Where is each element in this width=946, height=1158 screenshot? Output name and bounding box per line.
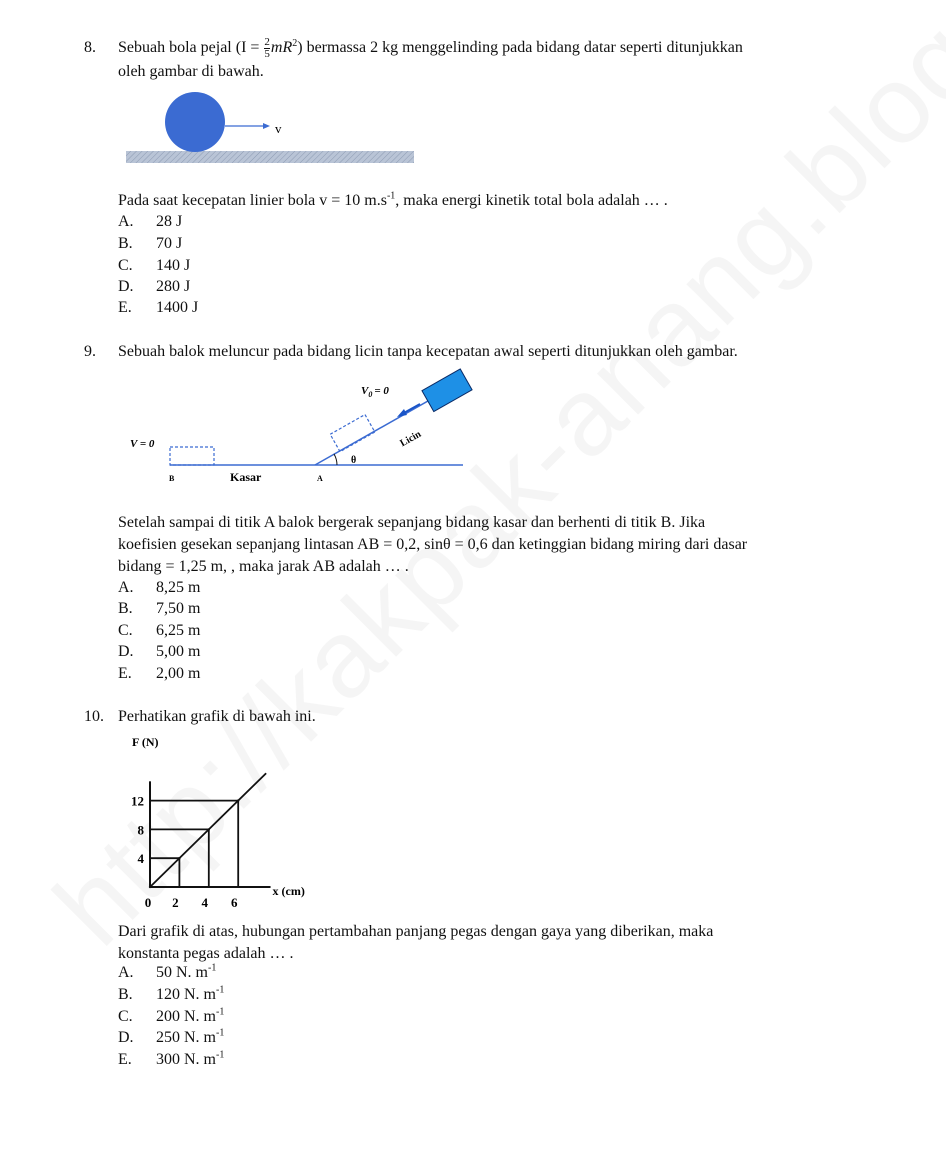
q8-text: [118, 37, 743, 60]
q8-option-letter: B.: [118, 235, 133, 252]
q9-licin-label: Licin: [398, 428, 424, 450]
q8-formula-exp: 2: [292, 37, 298, 49]
q8-fraction: [264, 37, 270, 60]
q10-option-unit: 120 N. m: [156, 986, 216, 1003]
q10-option-value[interactable]: [156, 1027, 224, 1048]
q9-option-letter: D.: [118, 643, 134, 660]
x-tick-label: 4: [201, 895, 209, 910]
q10-option-value[interactable]: [156, 962, 216, 983]
x-tick-label: 2: [172, 895, 179, 910]
q8-option-value[interactable]: 70 J: [156, 235, 183, 252]
data-point: [208, 828, 210, 830]
y-tick-label: 8: [137, 822, 144, 838]
q9-figure: [115, 368, 475, 490]
q8-figure: [120, 88, 420, 168]
q10-option-value[interactable]: [156, 1006, 224, 1027]
q10-number: 10.: [84, 708, 104, 725]
q9-option-value[interactable]: 8,25 m: [156, 579, 201, 596]
q9-option-letter: C.: [118, 622, 133, 639]
q9-option-letter: E.: [118, 665, 132, 682]
q10-option-exp: -1: [216, 1049, 225, 1061]
data-point: [178, 857, 180, 859]
q9-option-letter: A.: [118, 579, 134, 596]
q8-arrowhead: [263, 123, 270, 129]
q9-number: 9.: [84, 343, 96, 360]
q10-option-letter: B.: [118, 986, 133, 1003]
q10-chart: [110, 730, 400, 920]
q9-v0-label: $V_0 = 0$: [361, 385, 389, 399]
q10-option-unit: 300 N. m: [156, 1051, 216, 1068]
q10-option-exp: -1: [216, 984, 225, 996]
x-tick-label: 0: [144, 895, 152, 910]
q8-option-value[interactable]: 280 J: [156, 278, 191, 295]
q8-question-pre: Pada saat kecepatan linier bola v = 10 m.s: [118, 192, 387, 209]
q9-option-value[interactable]: 6,25 m: [156, 622, 201, 639]
y-tick-label: 4: [137, 851, 144, 867]
q8-number: 8.: [84, 39, 96, 56]
q10-option-value[interactable]: [156, 984, 224, 1005]
q9-theta-label: θ: [351, 455, 357, 466]
q10-para2: konstanta pegas adalah … .: [118, 945, 294, 962]
q8-line2: oleh gambar di bawah.: [118, 63, 264, 80]
q8-option-letter: C.: [118, 257, 133, 274]
q9-v-label: V = 0: [130, 438, 155, 450]
q8-frac-den: 5: [264, 48, 270, 60]
q8-question: [118, 190, 668, 211]
q8-option-letter: A.: [118, 213, 134, 230]
q10-option-letter: A.: [118, 964, 134, 981]
q10-option-unit: 250 N. m: [156, 1029, 216, 1046]
q9-text: Sebuah balok meluncur pada bidang licin tanpa kecepatan awal seperti ditunjukkan oleh gambar.: [118, 343, 738, 360]
q8-question-post: , maka energi kinetik total bola adalah … .: [395, 192, 668, 209]
q8-option-value[interactable]: 28 J: [156, 213, 183, 230]
q10-option-letter: E.: [118, 1051, 132, 1068]
q10-para1: Dari grafik di atas, hubungan pertambahan panjang pegas dengan gaya yang diberikan, maka: [118, 923, 714, 940]
x-axis-label: x (cm): [272, 884, 305, 898]
q9-a-label: A: [317, 474, 323, 483]
q9-direction-arrowhead: [397, 409, 407, 417]
q9-para3: bidang = 1,25 m, , maka jarak AB adalah … .: [118, 558, 409, 575]
q9-block-top: [422, 369, 472, 412]
q9-block-incline-dashed: [330, 415, 375, 452]
q10-option-letter: D.: [118, 1029, 134, 1046]
q8-question-exp: -1: [386, 190, 396, 202]
q10-option-value[interactable]: [156, 1049, 224, 1070]
q9-option-letter: B.: [118, 600, 133, 617]
q9-option-value[interactable]: 2,00 m: [156, 665, 201, 682]
q9-option-value[interactable]: 5,00 m: [156, 643, 201, 660]
q9-option-value[interactable]: 7,50 m: [156, 600, 201, 617]
q9-para2: koefisien gesekan sepanjang lintasan AB = 0,2, sinθ = 0,6 dan ketinggian bidang miring dari dasar: [118, 536, 748, 553]
q10-option-letter: C.: [118, 1008, 133, 1025]
q8-text-after: ) bermassa 2 kg menggelinding pada bidang datar seperti ditunjukkan: [297, 39, 743, 57]
q8-v-label: v: [275, 121, 282, 136]
q8-option-letter: E.: [118, 299, 132, 316]
q10-option-exp: -1: [216, 1006, 225, 1018]
q8-text-before: Sebuah bola pejal (I =: [118, 39, 260, 57]
q10-option-unit: 50 N. m: [156, 964, 208, 981]
q8-formula: mR: [270, 39, 293, 57]
q10-option-exp: -1: [208, 962, 217, 974]
q9-para1: Setelah sampai di titik A balok bergerak sepanjang bidang kasar dan berhenti di titik B. Jika: [118, 514, 706, 531]
q9-block-b-dashed: [170, 447, 214, 465]
q10-option-exp: -1: [216, 1027, 225, 1039]
q8-option-letter: D.: [118, 278, 134, 295]
q8-ground: [126, 151, 414, 163]
data-point: [149, 886, 151, 888]
q8-ball: [165, 92, 225, 152]
q10-option-unit: 200 N. m: [156, 1008, 216, 1025]
y-axis-label: F (N): [132, 735, 159, 749]
y-tick-label: 12: [131, 793, 144, 809]
data-point: [237, 799, 239, 801]
x-tick-label: 6: [230, 895, 238, 910]
q8-option-value[interactable]: 1400 J: [156, 299, 199, 316]
q8-option-value[interactable]: 140 J: [156, 257, 191, 274]
q9-b-label: B: [169, 474, 175, 483]
q10-text: Perhatikan grafik di bawah ini.: [118, 708, 316, 725]
q9-angle-arc: [334, 454, 337, 465]
q8-frac-num: 2: [264, 36, 270, 48]
q9-kasar-label: Kasar: [230, 470, 262, 484]
